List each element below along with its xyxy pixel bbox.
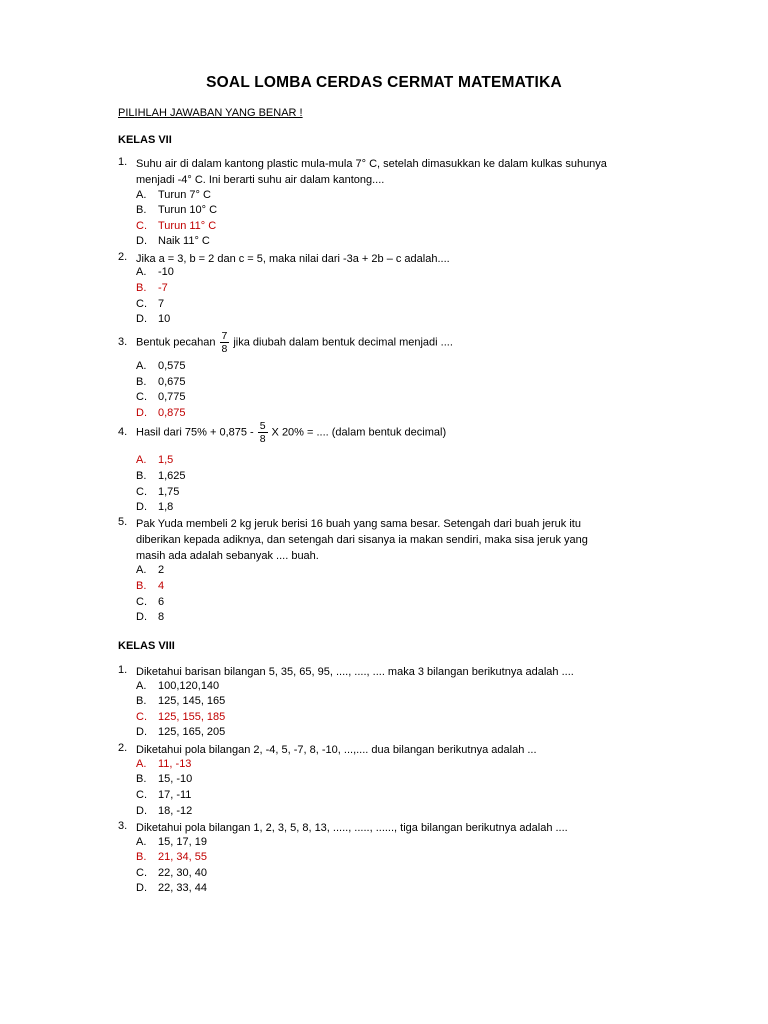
question-line: Diketahui pola bilangan 1, 2, 3, 5, 8, 13, ....., ....., ......, tiga bilangan berikutnya adalah .... [136,822,568,834]
option-letter: A. [136,454,147,466]
option-text: 0,575 [158,360,186,372]
answer-option [136,235,210,251]
option-text: 125, 145, 165 [158,695,226,707]
answer-option [136,564,164,580]
question-text [136,330,453,355]
fraction-numerator: 5 [259,420,266,432]
option-text: 1,75 [158,486,180,498]
answer-option [136,313,170,329]
answer-option [136,189,211,205]
answer-option-correct [136,851,207,867]
option-letter: D. [136,235,147,247]
option-text: 7 [158,298,165,310]
option-letter: C. [136,220,147,232]
option-letter: B. [136,470,147,482]
option-letter: A. [136,758,147,770]
option-letter: B. [136,204,147,216]
question-text-pre: Hasil dari 75% + 0,875 - [136,426,254,439]
option-text: 2 [158,564,165,576]
option-text: 17, -11 [158,789,192,801]
option-letter: B. [136,580,147,592]
question-text [136,742,537,758]
option-text: 125, 165, 205 [158,726,226,738]
option-text: 125, 155, 185 [158,711,226,723]
fraction [258,420,268,445]
option-text: 1,625 [158,470,186,482]
option-text: 8 [158,611,165,623]
answer-option [136,486,179,502]
option-letter: C. [136,391,147,403]
option-text: Turun 11° C [158,220,217,232]
section-label: KELAS VII [118,134,172,146]
option-letter: D. [136,407,147,419]
option-letter: B. [136,376,147,388]
question-text [136,420,446,445]
option-text: Turun 7° C [158,189,211,201]
option-letter: D. [136,882,147,894]
option-text: 0,675 [158,376,186,388]
question-text-pre: Bentuk pecahan [136,336,216,349]
question-line: masih ada adalah sebanyak .... buah. [136,550,319,562]
option-letter: C. [136,596,147,608]
option-text: 21, 34, 55 [158,851,207,863]
option-text: 1,8 [158,501,174,513]
option-text: Naik 11° C [158,235,210,247]
option-text: -7 [158,282,168,294]
option-letter: C. [136,298,147,310]
question-text [136,251,450,267]
answer-option [136,789,191,805]
option-text: 22, 30, 40 [158,867,207,879]
option-letter: A. [136,189,147,201]
question-line: diberikan kepada adiknya, dan setengah dari sisanya ia makan sendiri, maka sisa jeruk yang [136,534,588,546]
option-letter: C. [136,711,147,723]
question-text [136,820,568,836]
option-letter: B. [136,773,147,785]
fraction-numerator: 7 [221,330,228,342]
option-text: 11, -13 [158,758,192,770]
answer-option [136,726,225,742]
question-line: Pak Yuda membeli 2 kg jeruk berisi 16 buah yang sama besar. Setengah dari buah jeruk itu [136,518,581,530]
option-text: 10 [158,313,171,325]
option-letter: C. [136,486,147,498]
answer-option-correct [136,454,173,470]
answer-option [136,867,207,883]
option-letter: D. [136,501,147,513]
answer-option-correct [136,711,225,727]
option-text: 0,875 [158,407,186,419]
section-label: KELAS VIII [118,640,175,652]
fraction-denominator: 8 [221,343,228,355]
answer-option [136,836,207,852]
answer-option [136,773,192,789]
question-line: menjadi -4° C. Ini berarti suhu air dalam kantong.... [136,174,385,186]
answer-option [136,470,186,486]
question-number: 5. [118,516,128,528]
answer-option [136,501,173,517]
option-text: 18, -12 [158,805,193,817]
option-letter: D. [136,313,147,325]
question-line: Jika a = 3, b = 2 dan c = 5, maka nilai dari -3a + 2b – c adalah.... [136,253,450,265]
answer-option [136,882,207,898]
option-text: 0,775 [158,391,186,403]
answer-option [136,611,164,627]
option-text: 22, 33, 44 [158,882,207,894]
question-number: 2. [118,251,128,263]
question-text-post: jika diubah dalam bentuk decimal menjadi .... [233,336,453,349]
option-letter: A. [136,836,147,848]
question-number: 4. [118,426,128,438]
question-text [136,516,588,564]
option-letter: D. [136,805,147,817]
question-line: Diketahui pola bilangan 2, -4, 5, -7, 8, -10, ...,.... dua bilangan berikutnya adalah ... [136,744,537,756]
question-number: 1. [118,664,128,676]
answer-option [136,695,225,711]
option-letter: A. [136,266,147,278]
fraction-denominator: 8 [259,433,266,445]
option-letter: B. [136,695,147,707]
option-text: 15, -10 [158,773,193,785]
answer-option-correct [136,580,164,596]
question-number: 3. [118,336,128,348]
answer-option-correct [136,282,168,298]
option-letter: C. [136,867,147,879]
option-text: 4 [158,580,165,592]
option-text: 100,120,140 [158,680,220,692]
question-number: 2. [118,742,128,754]
answer-option [136,266,174,282]
option-letter: A. [136,680,147,692]
answer-option-correct [136,758,191,774]
fraction [220,330,230,355]
answer-option [136,596,164,612]
option-text: 6 [158,596,165,608]
option-text: Turun 10° C [158,204,218,216]
option-letter: A. [136,360,147,372]
option-text: 1,5 [158,454,174,466]
answer-option [136,298,164,314]
option-text: 15, 17, 19 [158,836,207,848]
option-letter: C. [136,789,147,801]
answer-option [136,680,219,696]
answer-option [136,805,192,821]
question-text [136,664,574,680]
answer-option [136,204,217,220]
question-text [136,156,607,188]
answer-option-correct [136,220,216,236]
option-letter: D. [136,611,147,623]
option-letter: D. [136,726,147,738]
page-title: SOAL LOMBA CERDAS CERMAT MATEMATIKA [206,74,562,91]
question-text-post: X 20% = .... (dalam bentuk decimal) [271,426,447,439]
option-letter: A. [136,564,147,576]
option-letter: B. [136,282,147,294]
question-line: Suhu air di dalam kantong plastic mula-mula 7° C, setelah dimasukkan ke dalam kulkas suhunya [136,158,607,170]
instruction-text: PILIHLAH JAWABAN YANG BENAR ! [118,107,303,119]
answer-option [136,360,186,376]
question-number: 1. [118,156,128,168]
question-line: Diketahui barisan bilangan 5, 35, 65, 95, ...., ...., .... maka 3 bilangan berikutnya adalah .... [136,666,574,678]
option-text: -10 [158,266,174,278]
question-number: 3. [118,820,128,832]
answer-option [136,391,186,407]
answer-option [136,376,186,392]
option-letter: B. [136,851,147,863]
